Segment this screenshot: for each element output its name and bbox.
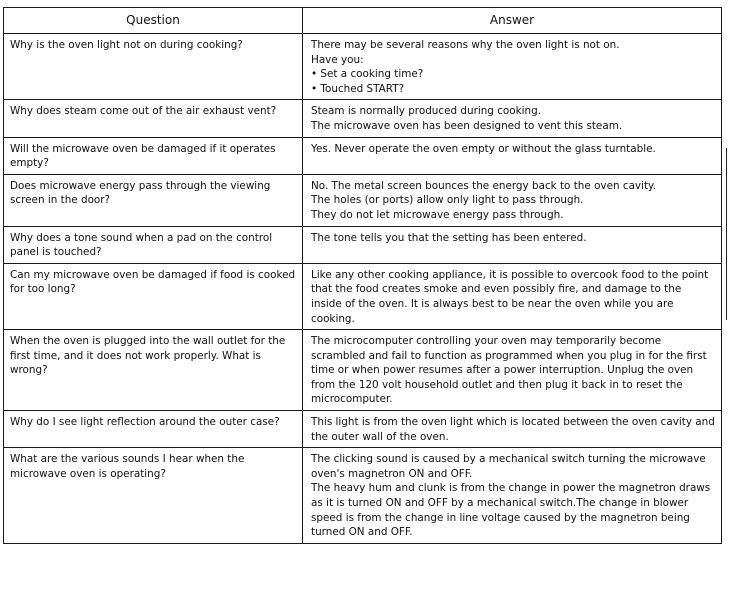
answer-line: The microcomputer controlling your oven may temporarily become scrambled and fail to function as programmed when you plug in for the first time or when power resumes after a power interruption. Unplug the oven from the 120 volt household outlet and then plug it back in to reset the microcomputer. bbox=[311, 335, 707, 406]
question-cell: Why is the oven light not on during cooking? bbox=[4, 34, 303, 100]
answer-line: The heavy hum and clunk is from the change in power the magnetron draws as it is turned ON and OFF by a mechanical switch.The change in blower speed is from the change in line voltage caused by the magnetron being turned ON and OFF. bbox=[311, 482, 711, 539]
question-column-header: Question bbox=[4, 8, 303, 34]
table-row bbox=[4, 100, 722, 137]
answer-cell bbox=[303, 34, 722, 100]
answer-line: Yes. Never operate the oven empty or without the glass turntable. bbox=[311, 142, 656, 155]
table-row bbox=[4, 137, 722, 174]
question-cell: Why does a tone sound when a pad on the control panel is touched? bbox=[4, 226, 303, 263]
answer-bullet: • Set a cooking time? bbox=[311, 68, 424, 81]
answer-cell bbox=[303, 263, 722, 329]
answer-cell bbox=[303, 448, 722, 544]
answer-bullet: • Touched START? bbox=[311, 82, 405, 95]
answer-line: The tone tells you that the setting has been entered. bbox=[311, 231, 587, 244]
question-cell: Will the microwave oven be damaged if it operates empty? bbox=[4, 137, 303, 174]
answer-line: The microwave oven has been designed to vent this steam. bbox=[311, 119, 623, 132]
table-row bbox=[4, 411, 722, 448]
question-cell: Why do I see light reflection around the outer case? bbox=[4, 411, 303, 448]
answer-line: The holes (or ports) allow only light to pass through. bbox=[311, 194, 584, 207]
table-row bbox=[4, 330, 722, 411]
answer-column-header: Answer bbox=[303, 8, 722, 34]
answer-cell bbox=[303, 100, 722, 137]
margin-rule bbox=[726, 148, 727, 320]
question-cell: Does microwave energy pass through the viewing screen in the door? bbox=[4, 174, 303, 226]
answer-line: Like any other cooking appliance, it is possible to overcook food to the point that the food creates smoke and even possibly fire, and damage to the inside of the oven. It is always best to be near the oven while you are cooking. bbox=[311, 268, 709, 325]
answer-line: No. The metal screen bounces the energy back to the oven cavity. bbox=[311, 179, 657, 192]
answer-cell bbox=[303, 330, 722, 411]
header-row bbox=[4, 8, 722, 34]
table-row bbox=[4, 448, 722, 544]
table-row bbox=[4, 226, 722, 263]
question-cell: Why does steam come out of the air exhaust vent? bbox=[4, 100, 303, 137]
answer-line: The clicking sound is caused by a mechanical switch turning the microwave oven's magnetron ON and OFF. bbox=[311, 453, 706, 480]
answer-line: There may be several reasons why the oven light is not on. bbox=[311, 39, 620, 51]
table-row bbox=[4, 34, 722, 100]
answer-cell bbox=[303, 174, 722, 226]
answer-line: Steam is normally produced during cooking. bbox=[311, 105, 542, 118]
faq-table bbox=[3, 7, 722, 544]
answer-cell bbox=[303, 137, 722, 174]
question-cell: What are the various sounds I hear when the microwave oven is operating? bbox=[4, 448, 303, 544]
question-cell: When the oven is plugged into the wall outlet for the first time, and it does not work properly. What is wrong? bbox=[4, 330, 303, 411]
answer-line: They do not let microwave energy pass through. bbox=[311, 208, 564, 221]
answer-cell bbox=[303, 411, 722, 448]
answer-line: Have you: bbox=[311, 53, 364, 66]
question-cell: Can my microwave oven be damaged if food is cooked for too long? bbox=[4, 263, 303, 329]
table-row bbox=[4, 263, 722, 329]
table-row bbox=[4, 174, 722, 226]
answer-cell bbox=[303, 226, 722, 263]
answer-line: This light is from the oven light which is located between the oven cavity and the outer wall of the oven. bbox=[311, 416, 715, 443]
